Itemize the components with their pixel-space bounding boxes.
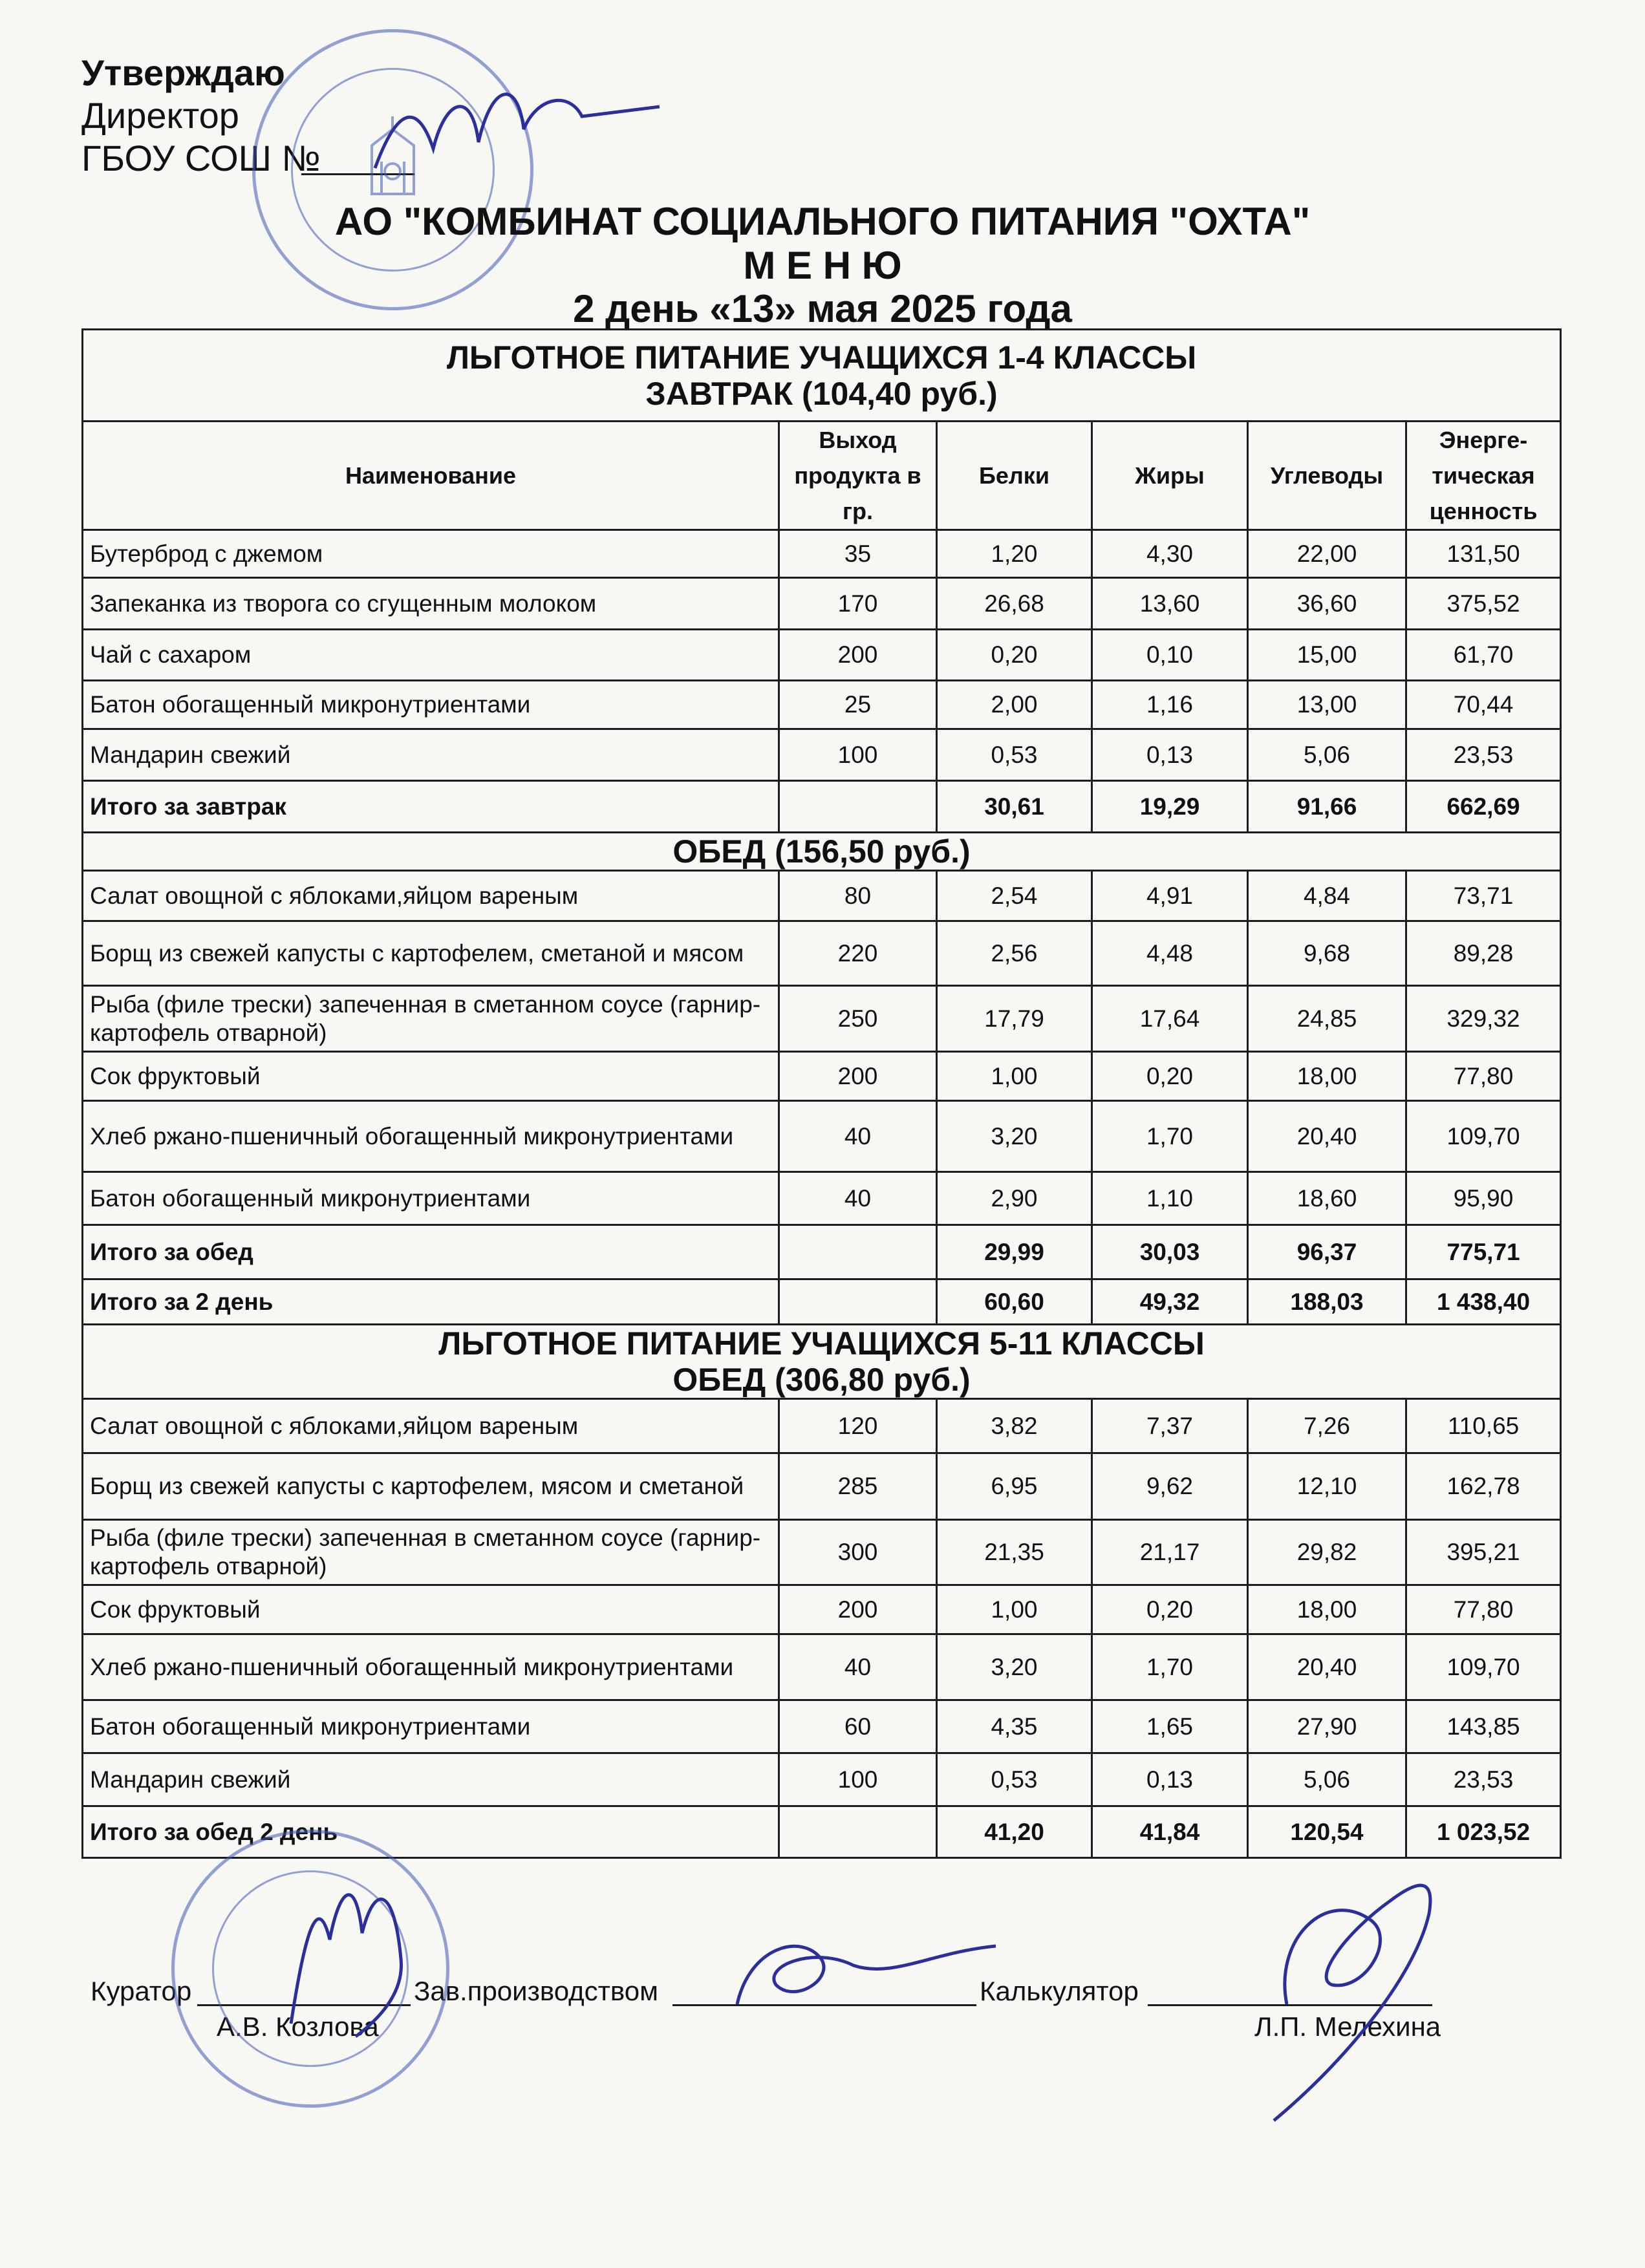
breakfast-item-dish-name: Мандарин свежий [83,729,779,781]
breakfast-item-fat: 0,10 [1092,630,1248,681]
lunch-1-item-dish-name: Борщ из свежей капусты с картофелем, сметаной и мясом [83,921,779,986]
lunch-1-item-protein: 2,54 [937,871,1092,921]
lunch-2-total-fat: 41,84 [1092,1806,1248,1858]
lunch-1-item-fat: 4,48 [1092,921,1248,986]
breakfast-item-portion: 200 [779,630,937,681]
lunch-1-item-fat: 1,10 [1092,1172,1248,1225]
lunch-2-item-dish-name: Борщ из свежей капусты с картофелем, мясом и сметаной [83,1453,779,1520]
lunch-1-item-protein: 3,20 [937,1101,1092,1172]
breakfast-item-carbs: 22,00 [1248,530,1406,578]
day-total-carbs: 188,03 [1248,1279,1406,1325]
lunch-1-total-label: Итого за обед [83,1225,779,1279]
lunch-2-item-fat: 0,20 [1092,1585,1248,1634]
breakfast-item-row [83,630,1561,681]
lunch-1-item-portion: 220 [779,921,937,986]
column-header-row [83,422,1561,530]
lunch-2-item-protein: 21,35 [937,1520,1092,1585]
breakfast-item-fat: 13,60 [1092,578,1248,630]
lunch-1-item-protein: 1,00 [937,1052,1092,1101]
lunch-1-item-protein: 2,90 [937,1172,1092,1225]
breakfast-total-carbs: 91,66 [1248,781,1406,833]
lunch-2-item-dish-name: Хлеб ржано-пшеничный обогащенный микронутриентами [83,1634,779,1700]
breakfast-item-dish-name: Чай с сахаром [83,630,779,681]
lunch-2-item-protein: 3,82 [937,1399,1092,1453]
breakfast-item-carbs: 5,06 [1248,729,1406,781]
lunch-2-item-dish-name: Мандарин свежий [83,1753,779,1806]
lunch-2-item-protein: 0,53 [937,1753,1092,1806]
breakfast-item-carbs: 36,60 [1248,578,1406,630]
breakfast-item-protein: 26,68 [937,578,1092,630]
lunch-2-item-energy: 23,53 [1406,1753,1561,1806]
lunch-1-item-row [83,1172,1561,1225]
lunch-1-total-protein: 29,99 [937,1225,1092,1279]
breakfast-item-energy: 375,52 [1406,578,1561,630]
lunch-1-item-carbs: 18,00 [1248,1052,1406,1101]
lunch-1-item-row [83,986,1561,1052]
breakfast-item-protein: 1,20 [937,530,1092,578]
lunch-2-item-dish-name: Сок фруктовый [83,1585,779,1634]
lunch-2-item-protein: 3,20 [937,1634,1092,1700]
lunch-1-total-carbs: 96,37 [1248,1225,1406,1279]
lunch-1-item-dish-name: Салат овощной с яблоками,яйцом вареным [83,871,779,921]
lunch-2-item-energy: 77,80 [1406,1585,1561,1634]
lunch-2-item-dish-name: Салат овощной с яблоками,яйцом вареным [83,1399,779,1453]
lunch-2-total-energy: 1 023,52 [1406,1806,1561,1858]
lunch-2-item-portion: 100 [779,1753,937,1806]
lunch-2-item-portion: 120 [779,1399,937,1453]
col-header-protein: Белки [937,422,1092,530]
breakfast-item-fat: 1,16 [1092,681,1248,729]
lunch-1-item-fat: 4,91 [1092,871,1248,921]
lunch-1-item-row [83,1052,1561,1101]
lunch-2-item-carbs: 20,40 [1248,1634,1406,1700]
lunch-2-item-fat: 9,62 [1092,1453,1248,1520]
day-total-protein: 60,60 [937,1279,1092,1325]
curator-label: Куратор [91,1976,192,2006]
lunch-1-item-dish-name: Сок фруктовый [83,1052,779,1101]
production-label: Зав.производством [414,1976,658,2006]
lunch-2-item-energy: 109,70 [1406,1634,1561,1700]
breakfast-item-fat: 4,30 [1092,530,1248,578]
approval-school-label: ГБОУ СОШ № [81,138,321,178]
day-total-energy: 1 438,40 [1406,1279,1561,1325]
breakfast-total-row [83,781,1561,833]
lunch-2-item-dish-name: Рыба (филе трески) запеченная в сметанном соусе (гарнир-картофель отварной) [83,1520,779,1585]
lunch-2-item-row [83,1753,1561,1806]
breakfast-title: ЗАВТРАК (104,40 руб.) [645,375,998,412]
day-total-empty [779,1279,937,1325]
curator-name: А.В. Козлова [217,2011,379,2042]
lunch-1-item-energy: 95,90 [1406,1172,1561,1225]
col-header-name: Наименование [83,422,779,530]
breakfast-item-protein: 2,00 [937,681,1092,729]
breakfast-item-dish-name: Запеканка из творога со сгущенным молоком [83,578,779,630]
production-signature [724,1907,1002,2024]
director-signature [362,71,666,187]
curator-signature [265,1862,433,2056]
lunch-2-total-protein: 41,20 [937,1806,1092,1858]
breakfast-item-portion: 100 [779,729,937,781]
lunch-2-total-empty [779,1806,937,1858]
breakfast-total-fat: 19,29 [1092,781,1248,833]
lunch-1-item-fat: 0,20 [1092,1052,1248,1101]
approval-position: Директор [81,95,239,136]
lunch-1-item-carbs: 9,68 [1248,921,1406,986]
lunch-1-item-portion: 250 [779,986,937,1052]
organization-title: АО "КОМБИНАТ СОЦИАЛЬНОГО ПИТАНИЯ "ОХТА" [334,200,1311,243]
lunch-2-title: ОБЕД (306,80 руб.) [672,1362,971,1398]
section-1-header [83,330,1561,422]
section-2-header-row [83,1325,1561,1399]
breakfast-item-carbs: 13,00 [1248,681,1406,729]
breakfast-item-row [83,681,1561,729]
lunch-2-item-fat: 21,17 [1092,1520,1248,1585]
lunch-1-item-energy: 89,28 [1406,921,1561,986]
lunch-2-item-carbs: 18,00 [1248,1585,1406,1634]
lunch-2-item-energy: 143,85 [1406,1700,1561,1753]
lunch-2-item-energy: 110,65 [1406,1399,1561,1453]
breakfast-item-protein: 0,53 [937,729,1092,781]
lunch-1-item-carbs: 4,84 [1248,871,1406,921]
section-1-header-row [83,330,1561,422]
breakfast-item-dish-name: Бутерброд с джемом [83,530,779,578]
section-2-title: ЛЬГОТНОЕ ПИТАНИЕ УЧАЩИХСЯ 5-11 КЛАССЫ [438,1325,1205,1362]
lunch-1-total-row [83,1225,1561,1279]
lunch-2-total-carbs: 120,54 [1248,1806,1406,1858]
lunch-2-item-dish-name: Батон обогащенный микронутриентами [83,1700,779,1753]
lunch-1-title: ОБЕД (156,50 руб.) [83,833,1561,871]
lunch-2-item-row [83,1700,1561,1753]
lunch-2-item-energy: 395,21 [1406,1520,1561,1585]
lunch-1-item-energy: 109,70 [1406,1101,1561,1172]
lunch-1-header-row [83,833,1561,871]
lunch-1-item-carbs: 24,85 [1248,986,1406,1052]
lunch-2-item-row [83,1453,1561,1520]
lunch-1-item-energy: 73,71 [1406,871,1561,921]
col-header-energy: Энерге-тическая ценность [1406,422,1561,530]
lunch-1-total-empty [779,1225,937,1279]
calculator-label: Калькулятор [980,1976,1139,2006]
menu-date: 2 день «13» мая 2025 года [573,287,1072,330]
lunch-1-item-portion: 80 [779,871,937,921]
lunch-2-item-protein: 6,95 [937,1453,1092,1520]
lunch-2-total-label: Итого за обед 2 день [83,1806,779,1858]
lunch-1-item-dish-name: Батон обогащенный микронутриентами [83,1172,779,1225]
breakfast-total-empty [779,781,937,833]
lunch-2-item-row [83,1585,1561,1634]
lunch-1-item-protein: 2,56 [937,921,1092,986]
breakfast-item-energy: 70,44 [1406,681,1561,729]
lunch-2-item-carbs: 5,06 [1248,1753,1406,1806]
lunch-1-total-fat: 30,03 [1092,1225,1248,1279]
lunch-1-item-row [83,921,1561,986]
day-total-fat: 49,32 [1092,1279,1248,1325]
lunch-2-item-fat: 1,65 [1092,1700,1248,1753]
calculator-signature [1248,1862,1455,2134]
col-header-fat: Жиры [1092,422,1248,530]
lunch-1-item-carbs: 18,60 [1248,1172,1406,1225]
lunch-2-item-fat: 1,70 [1092,1634,1248,1700]
lunch-2-item-energy: 162,78 [1406,1453,1561,1520]
lunch-1-item-carbs: 20,40 [1248,1101,1406,1172]
lunch-1-item-portion: 40 [779,1101,937,1172]
approval-title: Утверждаю [81,52,285,93]
lunch-1-item-portion: 200 [779,1052,937,1101]
lunch-2-item-row [83,1520,1561,1585]
lunch-2-item-portion: 285 [779,1453,937,1520]
lunch-2-item-fat: 7,37 [1092,1399,1248,1453]
breakfast-item-row [83,578,1561,630]
col-header-portion: Выход продукта в гр. [779,422,937,530]
breakfast-item-row [83,530,1561,578]
lunch-2-item-carbs: 7,26 [1248,1399,1406,1453]
breakfast-item-energy: 23,53 [1406,729,1561,781]
breakfast-item-protein: 0,20 [937,630,1092,681]
lunch-2-item-portion: 300 [779,1520,937,1585]
lunch-2-rows [83,1399,1561,1806]
day-total-row [83,1279,1561,1325]
lunch-2-item-carbs: 27,90 [1248,1700,1406,1753]
lunch-2-item-carbs: 12,10 [1248,1453,1406,1520]
breakfast-item-carbs: 15,00 [1248,630,1406,681]
lunch-1-total-energy: 775,71 [1406,1225,1561,1279]
breakfast-item-portion: 170 [779,578,937,630]
breakfast-total-label: Итого за завтрак [83,781,779,833]
calculator-name: Л.П. Мелехина [1254,2011,1441,2042]
lunch-1-item-fat: 1,70 [1092,1101,1248,1172]
day-total-label: Итого за 2 день [83,1279,779,1325]
lunch-1-item-row [83,1101,1561,1172]
breakfast-item-energy: 131,50 [1406,530,1561,578]
lunch-1-item-row [83,871,1561,921]
lunch-1-item-fat: 17,64 [1092,986,1248,1052]
menu-title: М Е Н Ю [743,244,902,287]
lunch-1-item-dish-name: Хлеб ржано-пшеничный обогащенный микронутриентами [83,1101,779,1172]
menu-table [81,328,1562,1859]
lunch-2-item-protein: 4,35 [937,1700,1092,1753]
breakfast-item-row [83,729,1561,781]
lunch-1-item-dish-name: Рыба (филе трески) запеченная в сметанном соусе (гарнир-картофель отварной) [83,986,779,1052]
lunch-2-item-portion: 60 [779,1700,937,1753]
lunch-2-item-fat: 0,13 [1092,1753,1248,1806]
lunch-2-item-portion: 200 [779,1585,937,1634]
breakfast-total-protein: 30,61 [937,781,1092,833]
breakfast-item-energy: 61,70 [1406,630,1561,681]
lunch-1-item-portion: 40 [779,1172,937,1225]
lunch-2-item-protein: 1,00 [937,1585,1092,1634]
breakfast-item-fat: 0,13 [1092,729,1248,781]
breakfast-total-energy: 662,69 [1406,781,1561,833]
lunch-2-item-row [83,1634,1561,1700]
lunch-1-item-energy: 77,80 [1406,1052,1561,1101]
breakfast-rows [83,530,1561,781]
breakfast-item-dish-name: Батон обогащенный микронутриентами [83,681,779,729]
lunch-1-item-protein: 17,79 [937,986,1092,1052]
lunch-2-item-row [83,1399,1561,1453]
lunch-2-item-portion: 40 [779,1634,937,1700]
breakfast-item-portion: 35 [779,530,937,578]
breakfast-item-portion: 25 [779,681,937,729]
section-1-title: ЛЬГОТНОЕ ПИТАНИЕ УЧАЩИХСЯ 1-4 КЛАССЫ [446,339,1197,376]
lunch-1-rows [83,871,1561,1225]
section-2-header [83,1325,1561,1399]
lunch-2-item-carbs: 29,82 [1248,1520,1406,1585]
col-header-carbs: Углеводы [1248,422,1406,530]
lunch-1-item-energy: 329,32 [1406,986,1561,1052]
